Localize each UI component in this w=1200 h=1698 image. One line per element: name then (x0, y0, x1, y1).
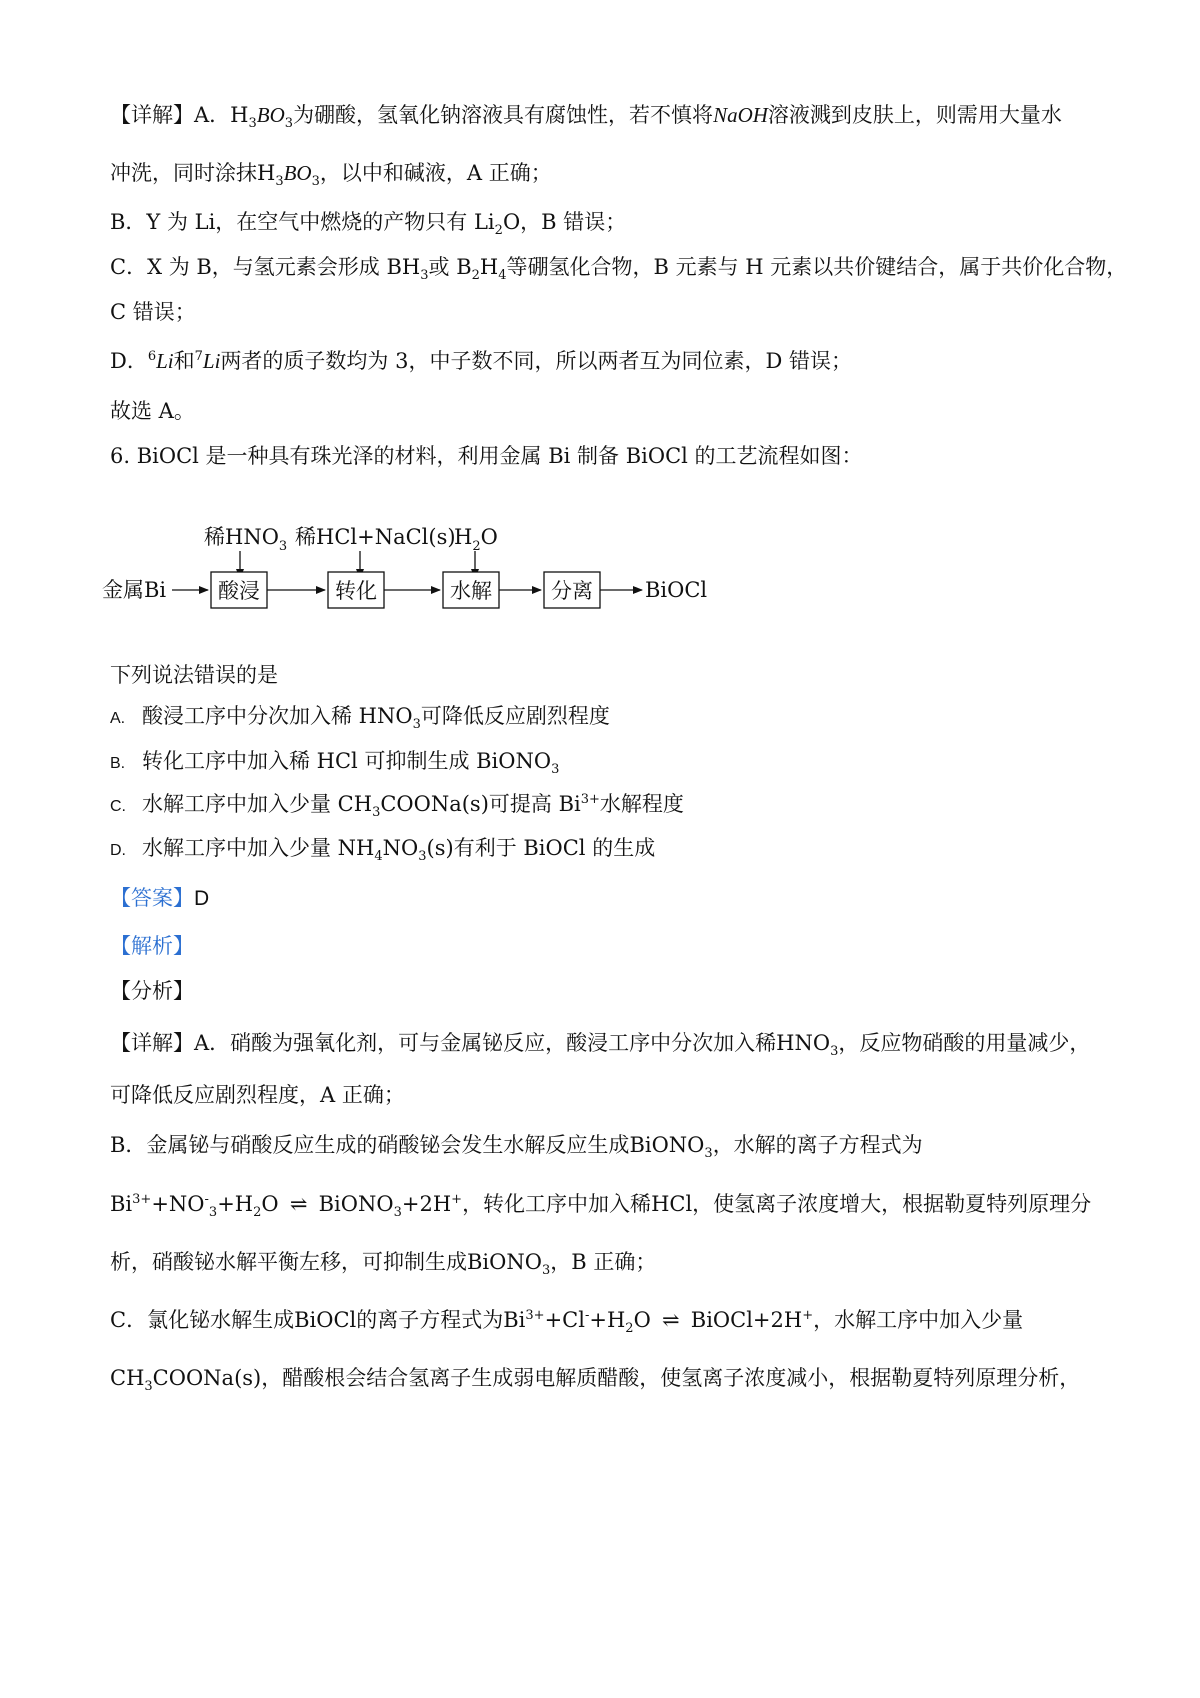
subscript: 3 (830, 1044, 839, 1060)
superscript: - (204, 1192, 209, 1207)
formula-hno3: HNO (776, 1031, 831, 1055)
q5-conclusion: 故选 A。 (110, 399, 195, 423)
option-b (110, 747, 559, 778)
q5-detail-line-a1 (110, 101, 1062, 132)
text: ，使氢离子浓度增大，根据勒夏特列原理分 (692, 1192, 1092, 1216)
text: ，转化工序中加入稀 (462, 1192, 652, 1216)
text: 水解工序中加入少量 NH (142, 836, 375, 860)
formula-part: BO (256, 103, 285, 127)
text: COONa(s)可提高 Bi (380, 792, 581, 816)
answer-line (110, 884, 209, 913)
formula-part: BiONO (318, 1192, 394, 1216)
text: 和 (173, 349, 195, 373)
text: ，反应物硝酸的用量减少， (838, 1031, 1091, 1055)
formula-part: +H (217, 1192, 254, 1216)
text: C．X 为 B，与氢元素会形成 BH (110, 255, 421, 279)
text: D． (110, 349, 148, 373)
text: O，B 错误； (502, 210, 627, 234)
q5-detail-line-a2 (110, 159, 552, 190)
option-letter: A. (110, 710, 126, 727)
superscript: + (451, 1192, 463, 1207)
subscript: 2 (253, 1205, 262, 1221)
subscript: 3 (284, 116, 294, 132)
superscript: 3+ (580, 792, 600, 807)
formula-h3bo3 (230, 103, 294, 132)
text: (s)有利于 BiOCl 的生成 (426, 836, 656, 860)
subscript: 3 (372, 805, 381, 821)
step-label: 酸浸 (218, 579, 260, 603)
reagent-h2o: $H_2O$ (454, 525, 498, 554)
text: ，以中和碱液，A 正确； (319, 161, 552, 185)
text: ，水解工序中加入少量 (813, 1308, 1024, 1332)
subscript: 2 (625, 1321, 634, 1337)
superscript: + (802, 1308, 814, 1323)
step-label: 转化 (335, 579, 377, 603)
text: 析，硝酸铋水解平衡左移，可抑制生成 (110, 1250, 467, 1274)
reversible-arrow: ⇌ (661, 1308, 680, 1332)
text: 溶液溅到皮肤上，则需用大量水 (767, 103, 1062, 127)
formula-part: H (257, 161, 276, 185)
q6-prompt: 下列说法错误的是 (110, 663, 278, 687)
q6-detail-line-b2 (110, 1190, 1092, 1221)
text: B．金属铋与硝酸反应生成的硝酸铋会发生水解反应生成 (110, 1133, 630, 1157)
answer-label: 【答案】 (110, 886, 194, 910)
subscript: 3 (248, 116, 257, 132)
formula-part: BO (283, 161, 312, 185)
text: 水解工序中加入少量 CH (142, 792, 373, 816)
formula-part: O (261, 1192, 279, 1216)
q6-detail-line-c1 (110, 1306, 1024, 1337)
text: ，B 正确； (550, 1250, 657, 1274)
text: C．氯化铋水解生成 (110, 1308, 295, 1332)
text: H (479, 255, 499, 279)
superscript: - (584, 1308, 590, 1323)
q5-detail-line-c2: C 错误； (110, 300, 196, 324)
reagent-hcl-nacl: 稀HCl+NaCl(s) (295, 525, 456, 549)
formula-biono3: BiONO (629, 1133, 705, 1157)
subscript: 3 (412, 717, 421, 733)
formula-biono3: BiONO (467, 1250, 542, 1274)
superscript: 7 (194, 349, 203, 364)
text: 等硼氢化合物，B 元素与 H 元素以共价键结合，属于共价化合物， (506, 255, 1128, 279)
formula-naoh: NaOH (713, 103, 768, 127)
option-c (110, 790, 684, 821)
option-letter: B. (110, 755, 126, 772)
formula-part: +H (589, 1308, 626, 1332)
ionic-equation-b (110, 1192, 463, 1221)
q6-detail-line-b1 (110, 1131, 923, 1162)
text: 两者的质子数均为 3，中子数不同，所以两者互为同位素，D 错误； (220, 349, 852, 373)
text: 转化工序中加入稀 HCl 可抑制生成 BiONO (142, 749, 552, 773)
formula-part: CH (110, 1366, 145, 1390)
formula-part: +NO (151, 1192, 205, 1216)
formula-part: O (633, 1308, 651, 1332)
superscript: 6 (147, 349, 157, 364)
q5-detail-line-d (110, 347, 852, 375)
subscript: 4 (374, 849, 383, 865)
subscript: 3 (393, 1205, 402, 1221)
ionic-equation-c (503, 1308, 814, 1337)
flow-input: 金属Bi (102, 578, 167, 602)
text: 的离子方程式为 (356, 1308, 504, 1332)
q5-detail-line-c1 (110, 253, 1128, 284)
option-letter: C. (110, 798, 126, 815)
subscript: 2 (494, 223, 503, 239)
analysis-label: 【解析】 (110, 934, 194, 958)
text: NO (382, 836, 419, 860)
detail-label: 【详解】 (110, 1031, 194, 1055)
q6-detail-line-c2 (110, 1364, 1081, 1395)
subscript: 3 (420, 268, 429, 284)
text: 冲洗，同时涂抹 (110, 161, 257, 185)
subscript: 3 (704, 1146, 713, 1162)
superscript: 3+ (525, 1308, 545, 1323)
superscript: 3+ (132, 1192, 152, 1207)
process-flow-diagram (100, 520, 800, 640)
option-prefix: A． (194, 103, 231, 127)
formula-part: BiOCl+2H (690, 1308, 803, 1332)
text: B．Y 为 Li，在空气中燃烧的产物只有 Li (110, 210, 495, 234)
step-label: 水解 (450, 579, 492, 603)
formula-part: Bi (110, 1192, 133, 1216)
q6-stem: 6. BiOCl 是一种具有珠光泽的材料，利用金属 Bi 制备 BiOCl 的工艺流程如图： (110, 444, 863, 468)
subscript: 3 (275, 174, 284, 190)
text: 水解程度 (599, 792, 684, 816)
text: 可降低反应剧烈程度 (420, 704, 610, 728)
formula-part: +Cl (544, 1308, 585, 1332)
formula-li: Li (156, 349, 174, 373)
q6-detail-line-b3 (110, 1248, 657, 1279)
formula-part: H (230, 103, 249, 127)
formula-hcl: HCl (651, 1192, 693, 1216)
q5-detail-line-b (110, 208, 627, 239)
subscript: 3 (311, 174, 320, 190)
option-d (110, 834, 655, 865)
subscript: 3 (208, 1205, 218, 1221)
subscript: 3 (541, 1263, 551, 1279)
formula-part: COONa(s) (152, 1366, 262, 1390)
subscript: 3 (418, 849, 427, 865)
formula-li: Li (202, 349, 221, 373)
formula-part: Bi (503, 1308, 526, 1332)
text: A．硝酸为强氧化剂，可与金属铋反应，酸浸工序中分次加入稀 (194, 1031, 777, 1055)
text: 为硼酸，氢氧化钠溶液具有腐蚀性，若不慎将 (293, 103, 714, 127)
text: 或 B (428, 255, 472, 279)
formula-h3bo3 (257, 161, 320, 190)
flow-output: BiOCl (645, 578, 708, 602)
step-label: 分离 (551, 579, 593, 603)
detail-label: 【详解】 (110, 103, 194, 127)
text: 酸浸工序中分次加入稀 HNO (142, 704, 413, 728)
option-a (110, 702, 610, 733)
text: ，水解的离子方程式为 (712, 1133, 923, 1157)
formula-biocl: BiOCl (294, 1308, 357, 1332)
formula-part: +2H (401, 1192, 452, 1216)
answer-value: D (194, 887, 210, 910)
subscript: 2 (471, 268, 480, 284)
reversible-arrow: ⇌ (289, 1192, 308, 1216)
option-letter: D. (110, 842, 126, 859)
subscript: 3 (144, 1379, 153, 1395)
fenxi-label: 【分析】 (110, 979, 194, 1003)
text: ，醋酸根会结合氢离子生成弱电解质醋酸，使氢离子浓度减小，根据勒夏特列原理分析， (261, 1366, 1081, 1390)
subscript: 4 (498, 268, 507, 284)
reagent-hno3: 稀$HNO_3$ (204, 525, 288, 554)
subscript: 3 (551, 762, 560, 778)
q6-detail-line-a1 (110, 1029, 1091, 1060)
q6-detail-line-a2: 可降低反应剧烈程度，A 正确； (110, 1083, 405, 1107)
